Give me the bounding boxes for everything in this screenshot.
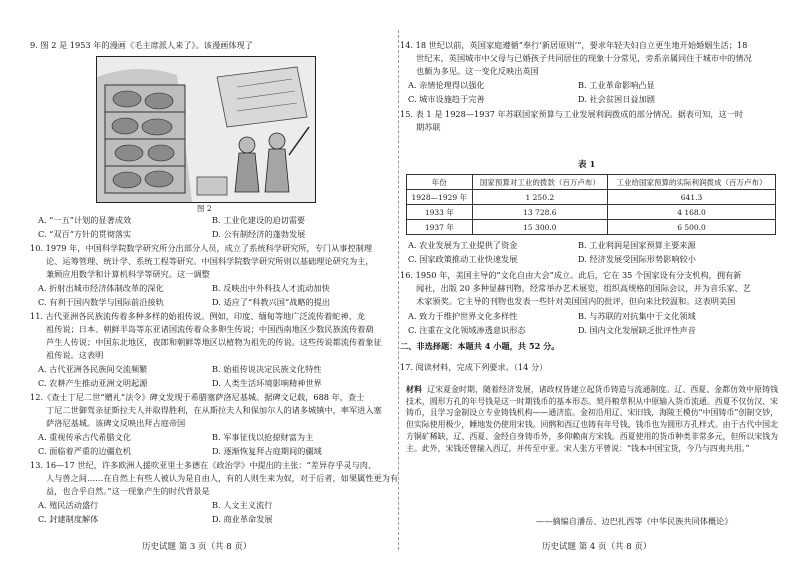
- q16-line-1: 16. 1950 年，美国主导的“文化自由大会”成立。此后，它在 35 个国家设有分支机构，拥有新: [400, 270, 742, 280]
- q17-stem: 17. 阅读材料，完成下列要求。（14 分）: [400, 362, 548, 372]
- table-header: 国家预算对工业的拨款（百万卢布）: [472, 175, 607, 190]
- table-row: [407, 220, 776, 235]
- q10-line-3: 兼顾应用数学和计算机科学等研究。这一调整: [46, 269, 210, 279]
- q11-option-c: C. 农耕产生推动亚洲文明起源: [38, 378, 148, 388]
- q16-line-3: 术家颁奖。它主导的刊物也发表一些针对美国国内的批评，但向来比较温和。这表明美国: [416, 296, 736, 306]
- q11-option-b: B. 始祖传说决定民族文化特性: [212, 364, 322, 374]
- q9-cartoon-image: [96, 56, 316, 203]
- material-source: ——摘编自潘岳、边巴扎西等《中华民族共同体概论》: [536, 516, 733, 526]
- q15-option-b: B. 工业利润是国家预算主要来源: [578, 240, 696, 250]
- q13-option-d: D. 商业革命发展: [212, 514, 273, 524]
- q10-line-2: 论、运筹管理、统计学、系统工程等研究。中国科学院数学研究所则以基础理论研究为主，: [46, 256, 374, 266]
- q13-option-a: A. 殖民活动盛行: [38, 500, 99, 510]
- q14-option-d: D. 社会贫困日益加剧: [578, 94, 655, 104]
- q15-option-a: A. 农业发展为工业提供了资金: [408, 240, 518, 250]
- q12-line-3: 萨洛尼基城。该碑文反映出拜占庭帝国: [46, 418, 186, 428]
- q9-option-d: D. 公有制经济的蓬勃发展: [212, 229, 306, 239]
- table-header: 年份: [407, 175, 473, 190]
- q13-line-3: 益，也合乎自然。”这一现象产生的时代背景是: [46, 486, 210, 496]
- table-cell: 1933 年: [407, 205, 473, 220]
- q9-option-a: A. “一五”计划的显著成效: [38, 215, 132, 225]
- figure-caption: 图 2: [197, 204, 212, 213]
- q9-option-b: B. 工业化建设的迫切需要: [212, 215, 306, 225]
- q12-line-1: 12.《查士丁尼二世“赠礼”法令》碑文发现于希腊塞萨洛尼基城。据碑文记载，688 年，查士: [30, 392, 365, 402]
- material-label: 材料: [406, 385, 422, 394]
- q17-material: [406, 384, 778, 454]
- table-row: [407, 205, 776, 220]
- table-cell: 641.3: [608, 190, 776, 205]
- q11-option-d: D. 人类生活环境影响精神世界: [212, 378, 322, 388]
- q16-option-d: D. 国内文化发展缺乏批评性声音: [578, 325, 696, 335]
- q15-line-1: 15. 表 1 是 1928—1937 年苏联国家预算与工业发展利润拨成的部分情况。据表可知，这一时: [400, 109, 744, 119]
- q14-line-1: 14. 18 世纪以前，英国家庭遵循“奉行‘新居原则’”，要求年轻夫妇自立更生地开始婚姻生活；18: [400, 40, 748, 50]
- q13-line-1: 13. 16—17 世纪，许多欧洲人援吹亚里士多德在《政治学》中提出的主张：“差异存乎灵与肉、: [30, 460, 377, 470]
- q12-option-c: C. 面临着严重的边疆危机: [38, 446, 132, 456]
- q10-option-b: B. 反映出中外科技人才流动加快: [212, 283, 330, 293]
- cartoon-drawing: [97, 57, 315, 202]
- q12-option-d: D. 逐渐恢复拜占庭期间的疆域: [212, 446, 322, 456]
- q14-line-2: 世纪末，英国城市中父母与已婚孩子共同居住的现象十分常见，旁系亲属同住于城市中的情况: [416, 53, 752, 63]
- table-cell: 6 500.0: [608, 220, 776, 235]
- q11-line-4: 祖传说。这表明: [46, 350, 104, 360]
- q9-option-c: C. “双百”方针的贯彻落实: [38, 229, 132, 239]
- table-cell: 1928—1929 年: [407, 190, 473, 205]
- q12-option-a: A. 重视传承古代希腊文化: [38, 432, 131, 442]
- table-header-row: [407, 175, 776, 190]
- q10-line-1: 10. 1979 年，中国科学院数学研究所分出部分人员，成立了系统科学研究所，专门从事控制理: [30, 243, 373, 253]
- q14-option-c: C. 城市设施趋于完善: [408, 94, 485, 104]
- q16-line-2: 闻社，出版 20 多种显赫刊物，经常举办艺术展览，组织高规格的国际会议，并为音乐家、艺: [416, 283, 751, 293]
- q11-option-a: A. 古代亚洲各民族间交流频繁: [38, 364, 148, 374]
- page-3-footer: 历史试题 第 3 页（共 8 页）: [142, 542, 252, 552]
- q10-option-a: A. 折射出城市经济体制改革的深化: [38, 283, 164, 293]
- table-title: 表 1: [578, 160, 596, 170]
- table-header: 工业给国家预算的实际利润拨成（百万卢布）: [608, 175, 776, 190]
- q10-option-d: D. 适应了“科教兴国”战略的提出: [212, 297, 331, 307]
- page-4-footer: 历史试题 第 4 页（共 8 页）: [542, 542, 652, 552]
- soviet-budget-table: [406, 174, 776, 235]
- table-cell: 1937 年: [407, 220, 473, 235]
- q9-stem: 9. 图 2 是 1953 年的漫画《毛主席派人来了》。该漫画体现了: [30, 40, 253, 50]
- section-2-heading: 二、非选择题：本题共 4 小题，共 52 分。: [400, 341, 560, 351]
- q14-option-b: B. 工业革命影响凸显: [578, 80, 655, 90]
- q15-option-c: C. 国家政策推动工业快速发展: [408, 254, 518, 264]
- page-divider: [398, 30, 399, 550]
- q11-line-3: 芦生人传说；中国东北地区，夜郎和朝鲜等地区以植物为祖先的传说。这些传说都流传着象征: [46, 337, 382, 347]
- q13-option-b: B. 人文主义流行: [212, 500, 273, 510]
- table-cell: 1 250.2: [472, 190, 607, 205]
- table-cell: 15 300.0: [472, 220, 607, 235]
- table-cell: 13 728.6: [472, 205, 607, 220]
- table-row: [407, 190, 776, 205]
- q16-option-c: C. 注重在文化领域渗透意识形态: [408, 325, 526, 335]
- q12-option-b: B. 军事征伐以抢掠财富为主: [212, 432, 314, 442]
- q15-line-2: 期苏联: [416, 122, 441, 132]
- q14-option-a: A. 亲情伦理得以强化: [408, 80, 485, 90]
- q10-option-c: C. 有利于国内数学与国际前沿接轨: [38, 297, 164, 307]
- q15-option-d: D. 经济发展受国际形势影响较小: [578, 254, 696, 264]
- q13-line-2: 人与兽之间……在自然上有些人被认为是自由人，有的人则生来为奴，对于后者，如果属性更为有: [46, 473, 399, 483]
- q13-option-c: C. 封建制度解体: [38, 514, 99, 524]
- q16-option-a: A. 致力于维护世界文化多样性: [408, 311, 518, 321]
- q14-line-3: 也颇为多见。这一变化反映出英国: [416, 66, 539, 76]
- q11-line-1: 11. 古代亚洲各民族流传着多种多样的始祖传说。例如，印度、缅甸等地广泛流传着蛇神、龙: [30, 311, 365, 321]
- table-cell: 4 168.0: [608, 205, 776, 220]
- q16-option-b: B. 与苏联的对抗集中于文化领域: [578, 311, 696, 321]
- q11-line-2: 祖传说；日本、朝鲜半岛等东亚诸国流传着众多卵生传说；中国西南地区少数民族流传着葫: [46, 324, 374, 334]
- q12-line-2: 丁尼二世御驾亲征斯拉夫人并取得胜利，在从斯拉夫人和保加尔人的诸多城镇中，率军进入塞: [46, 405, 382, 415]
- material-text: 辽宋夏金时期，随着经济发展，诸政权皆建立起货币铸造与流通制度。辽、西夏、金都仿效中原铸钱技术，圆形方孔的年号钱是这一时期钱币的基本形态。契丹粮草积从中原输入货币流通。西夏不仅仿汉、宋铸币，且学习金制设立专业铸钱机构——通济监。金初沿用辽、宋旧钱，海陵王模仿“中国铸币”创制交钞，但实际使用极少，睡地发仍使用宋钱。回鹘和西辽也铸有年号钱，钱币也为圆形方孔样式。由于古代中国北方铜矿稀缺，辽、西夏、金经自身铸币外，多仰赖南方宋钱。西夏使用的货币种类非常多元，但所以宋钱为主。此外，宋钱还曾输入西辽，并传至中亚。宋人张方平曾说：“钱本中国宝货，今乃与四夷共用。”: [406, 385, 778, 453]
